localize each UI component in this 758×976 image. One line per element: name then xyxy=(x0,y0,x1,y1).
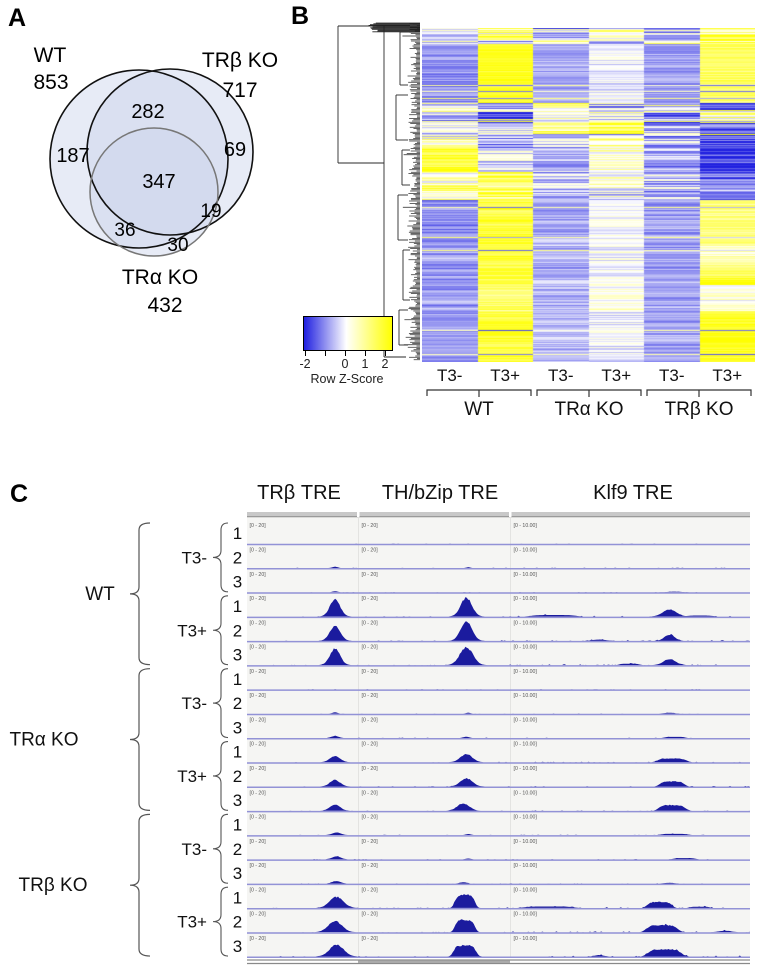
track-scale-label: [0 - 20] xyxy=(249,693,266,700)
colorkey-tick xyxy=(345,350,346,356)
venn-set-wt-count: 853 xyxy=(33,71,69,94)
track-replicate-label: 3 xyxy=(232,864,243,884)
track-condition-label: T3+ xyxy=(177,766,207,786)
heatmap-group-label: TRα KO xyxy=(554,399,624,420)
track-scale-label: [0 - 10.00] xyxy=(513,693,537,700)
track-replicate-label: 3 xyxy=(232,645,243,665)
brace xyxy=(130,669,150,811)
colorkey-tick xyxy=(385,350,386,356)
track-scale-label: [0 - 20] xyxy=(249,863,266,870)
track-scale-label: [0 - 20] xyxy=(361,571,378,578)
track-condition-label: T3+ xyxy=(177,621,207,641)
coverage-tracks xyxy=(247,512,752,974)
track-scale-label: [0 - 10.00] xyxy=(513,790,537,797)
venn-set-tra-count: 432 xyxy=(147,294,183,317)
panel-a-label: A xyxy=(8,4,27,32)
track-scale-label: [0 - 20] xyxy=(249,741,266,748)
track-scale-label: [0 - 20] xyxy=(249,838,266,845)
colorkey-tick xyxy=(365,350,366,356)
brace xyxy=(130,523,150,665)
track-scale-label: [0 - 10.00] xyxy=(513,766,537,772)
track-scale-label: [0 - 20] xyxy=(361,838,378,845)
track-scale-label: [0 - 20] xyxy=(361,741,378,748)
brace xyxy=(213,742,228,811)
track-row-labels xyxy=(0,510,247,976)
track-scale-label: [0 - 10.00] xyxy=(513,644,537,651)
panel-b-label: B xyxy=(291,2,310,30)
track-scale-label: [0 - 10.00] xyxy=(513,596,537,603)
region-title-thbzip-tre: TH/bZip TRE xyxy=(381,482,499,504)
track-condition-label: T3- xyxy=(181,839,207,859)
track-replicate-label: 3 xyxy=(232,936,243,956)
track-replicate-label: 2 xyxy=(232,694,243,714)
track-scale-label: [0 - 20] xyxy=(249,571,266,578)
heatmap-group-label: WT xyxy=(464,399,494,420)
track-scale-label: [0 - 10.00] xyxy=(513,814,537,821)
locus-ruler xyxy=(247,512,750,517)
track-replicate-label: 1 xyxy=(232,742,243,762)
track-scale-label: [0 - 20] xyxy=(361,644,378,651)
track-scale-label: [0 - 10.00] xyxy=(513,838,537,845)
colorkey-tick xyxy=(325,350,326,356)
venn-set-trb-name: TRβ KO xyxy=(201,49,279,72)
track-scale-label: [0 - 20] xyxy=(361,523,378,530)
colorkey-tick-label: -2 xyxy=(299,357,311,371)
track-scale-label: [0 - 10.00] xyxy=(513,668,537,675)
heatmap-condition-label: T3- xyxy=(659,366,685,385)
heatmap xyxy=(422,28,755,362)
track-scale-label: [0 - 20] xyxy=(361,766,378,772)
track-scale-label: [0 - 20] xyxy=(249,523,266,530)
track-scale-label: [0 - 10.00] xyxy=(513,741,537,748)
track-scale-label: [0 - 20] xyxy=(361,668,378,675)
track-replicate-label: 1 xyxy=(232,815,243,835)
brace xyxy=(213,887,228,956)
track-replicate-label: 3 xyxy=(232,718,243,738)
group-bracket xyxy=(647,390,751,397)
track-replicate-label: 2 xyxy=(232,548,243,568)
track-scale-label: [0 - 20] xyxy=(361,814,378,821)
colorkey-tick-label: 2 xyxy=(381,357,389,371)
heatmap-condition-label: T3+ xyxy=(601,366,632,385)
track-scale-label: [0 - 10.00] xyxy=(513,547,537,554)
track-scale-label: [0 - 20] xyxy=(249,668,266,675)
track-replicate-label: 1 xyxy=(232,524,243,544)
track-replicate-label: 3 xyxy=(232,572,243,592)
panel-c-label: C xyxy=(10,480,29,508)
track-scale-label: [0 - 10.00] xyxy=(513,911,537,918)
heatmap-condition-label: T3+ xyxy=(712,366,743,385)
track-scale-label: [0 - 20] xyxy=(361,717,378,724)
venn-count-wt-tra: 36 xyxy=(114,220,136,241)
track-condition-label: T3- xyxy=(181,694,207,714)
track-scale-label: [0 - 20] xyxy=(249,547,266,554)
track-scale-label: [0 - 20] xyxy=(249,790,266,797)
track-scale-label: [0 - 20] xyxy=(361,935,378,942)
brace xyxy=(130,814,150,956)
track-scale-label: [0 - 20] xyxy=(361,620,378,627)
brace xyxy=(213,669,228,738)
track-genotype-label: TRβ KO xyxy=(18,875,88,897)
track-condition-label: T3- xyxy=(181,548,207,568)
track-replicate-label: 2 xyxy=(232,839,243,859)
track-scale-label: [0 - 10.00] xyxy=(513,863,537,870)
colorkey-tick xyxy=(305,350,306,356)
venn-set-trb-count: 717 xyxy=(222,79,258,102)
region-title-klf9-tre: Klf9 TRE xyxy=(593,482,673,504)
heatmap-group-label: TRβ KO xyxy=(664,399,734,420)
venn-count-trb-tra: 19 xyxy=(200,201,222,222)
heatmap-condition-label: T3- xyxy=(548,366,574,385)
venn-count-wt-trb: 282 xyxy=(131,101,165,123)
track-scale-label: [0 - 10.00] xyxy=(513,523,537,530)
track-scale-label: [0 - 20] xyxy=(249,596,266,603)
track-scale-label: [0 - 10.00] xyxy=(513,717,537,724)
venn-set-tra-name: TRα KO xyxy=(121,266,199,289)
track-scale-label: [0 - 20] xyxy=(361,596,378,603)
track-genotype-label: TRα KO xyxy=(9,729,79,751)
track-scale-label: [0 - 20] xyxy=(361,887,378,894)
track-replicate-label: 3 xyxy=(232,791,243,811)
colorkey-tick-label: 0 xyxy=(341,357,349,371)
colorkey-gradient xyxy=(303,316,393,351)
brace xyxy=(213,523,228,592)
track-scale-label: [0 - 20] xyxy=(361,693,378,700)
track-scale-label: [0 - 20] xyxy=(249,935,266,942)
venn-set-wt-name: WT xyxy=(33,44,67,67)
track-condition-label: T3+ xyxy=(177,912,207,932)
track-replicate-label: 2 xyxy=(232,912,243,932)
heatmap-condition-label: T3- xyxy=(436,366,463,385)
venn-count-tra-only: 30 xyxy=(167,235,189,256)
track-scale-label: [0 - 20] xyxy=(361,911,378,918)
track-scale-label: [0 - 20] xyxy=(361,863,378,870)
track-scale-label: [0 - 20] xyxy=(249,717,266,724)
track-scale-label: [0 - 20] xyxy=(249,644,266,651)
track-scale-label: [0 - 20] xyxy=(249,814,266,821)
track-replicate-label: 1 xyxy=(232,888,243,908)
heatmap-condition-label: T3+ xyxy=(490,366,521,385)
track-replicate-label: 2 xyxy=(232,766,243,786)
track-scale-label: [0 - 10.00] xyxy=(513,935,537,942)
group-bracket xyxy=(537,390,641,397)
brace xyxy=(213,596,228,665)
track-replicate-label: 1 xyxy=(232,669,243,689)
track-replicate-label: 2 xyxy=(232,621,243,641)
region-title-trb-tre: TRβ TRE xyxy=(257,482,341,504)
track-replicate-label: 1 xyxy=(232,596,243,616)
colorkey-title: Row Z-Score xyxy=(310,372,384,386)
group-bracket xyxy=(427,390,531,397)
venn-diagram xyxy=(0,20,290,335)
venn-count-wt-only: 187 xyxy=(56,145,90,167)
track-scale-label: [0 - 10.00] xyxy=(513,571,537,578)
track-scale-label: [0 - 20] xyxy=(361,547,378,554)
colorkey-tick-label: 1 xyxy=(361,357,369,371)
venn-count-center: 347 xyxy=(142,171,176,193)
track-scale-label: [0 - 20] xyxy=(249,620,266,627)
track-scale-label: [0 - 10.00] xyxy=(513,887,537,894)
brace xyxy=(213,814,228,883)
track-scale-label: [0 - 20] xyxy=(249,766,266,772)
track-scale-label: [0 - 10.00] xyxy=(513,620,537,627)
row-dendrogram xyxy=(323,20,422,366)
track-scale-label: [0 - 20] xyxy=(249,911,266,918)
track-scale-label: [0 - 20] xyxy=(249,887,266,894)
track-scale-label: [0 - 20] xyxy=(361,790,378,797)
venn-count-trb-only: 69 xyxy=(223,139,247,161)
track-genotype-label: WT xyxy=(85,583,115,605)
